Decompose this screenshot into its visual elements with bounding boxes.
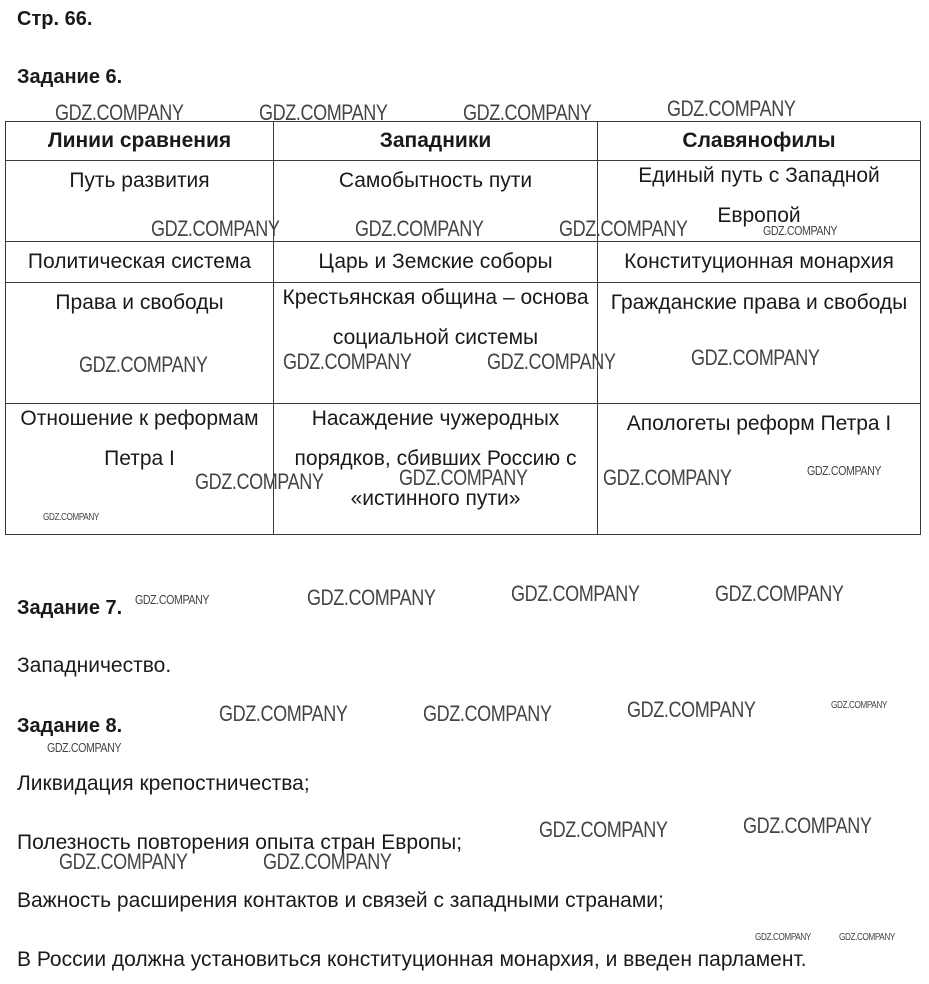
table-cell [6, 404, 274, 535]
watermark: GDZ.COMPANY [539, 817, 668, 842]
table-row [6, 283, 921, 404]
cell-text: Права и свободы [55, 291, 224, 314]
watermark: GDZ.COMPANY [263, 849, 392, 874]
cell-text: Гражданские права и свободы [610, 291, 908, 314]
table-header-row [6, 122, 921, 161]
watermark: GDZ.COMPANY [59, 849, 188, 874]
cell-text: Конституционная монархия [624, 250, 894, 273]
comparison-table [5, 121, 921, 535]
table-cell [6, 242, 274, 283]
table-cell [274, 242, 598, 283]
watermark: GDZ.COMPANY [763, 223, 838, 238]
watermark: GDZ.COMPANY [135, 592, 210, 607]
watermark: GDZ.COMPANY [743, 813, 872, 838]
task-8-answer: Ликвидация крепостничества; [17, 772, 310, 795]
header-slavophiles: Славянофилы [598, 122, 921, 161]
watermark: GDZ.COMPANY [831, 700, 887, 711]
table-cell [6, 161, 274, 242]
task-8-answer: Важность расширения контактов и связей с западными странами; [17, 889, 664, 912]
watermark: GDZ.COMPANY [283, 349, 412, 374]
watermark: GDZ.COMPANY [667, 96, 796, 121]
cell-text: Апологеты реформ Петра I [626, 412, 892, 435]
watermark: GDZ.COMPANY [79, 352, 208, 377]
watermark: GDZ.COMPANY [487, 349, 616, 374]
cell-text: Политическая система [27, 250, 252, 273]
table-cell [274, 283, 598, 404]
table-cell [274, 404, 598, 535]
table-cell [598, 242, 921, 283]
watermark: GDZ.COMPANY [423, 701, 552, 726]
watermark: GDZ.COMPANY [47, 740, 122, 755]
watermark: GDZ.COMPANY [511, 581, 640, 606]
task-7-answer: Западничество. [17, 654, 172, 677]
table-cell [598, 283, 921, 404]
task-8-answer: В России должна установиться конституционная монархия, и введен парламент. [17, 948, 807, 971]
task-8-answer: Полезность повторения опыта стран Европы; [17, 831, 463, 854]
watermark: GDZ.COMPANY [399, 465, 528, 490]
table-cell [598, 404, 921, 535]
cell-text: Отношение к реформам Петра I [20, 407, 259, 470]
watermark: GDZ.COMPANY [691, 345, 820, 370]
cell-text: Насаждение чужеродных порядков, сбивших Россию с «истинного пути» [294, 407, 577, 510]
watermark: GDZ.COMPANY [755, 932, 811, 943]
cell-text: Самобытность пути [338, 169, 533, 192]
watermark: GDZ.COMPANY [43, 512, 99, 523]
task-6-title: Задание 6. [17, 66, 123, 88]
watermark: GDZ.COMPANY [259, 100, 388, 125]
table-cell [598, 161, 921, 242]
watermark: GDZ.COMPANY [195, 469, 324, 494]
cell-text: Крестьянская община – основа социальной системы [282, 286, 589, 349]
task-7-title: Задание 7. [17, 597, 123, 619]
header-comparison-lines: Линии сравнения [6, 122, 274, 161]
watermark: GDZ.COMPANY [55, 100, 184, 125]
cell-text: Единый путь с Западной Европой [638, 164, 880, 227]
header-westerners: Западники [274, 122, 598, 161]
table-cell [274, 161, 598, 242]
watermark: GDZ.COMPANY [219, 701, 348, 726]
watermark: GDZ.COMPANY [355, 216, 484, 241]
watermark: GDZ.COMPANY [559, 216, 688, 241]
table-row [6, 404, 921, 535]
watermark: GDZ.COMPANY [839, 932, 895, 943]
cell-text: Царь и Земские соборы [318, 250, 553, 273]
watermark: GDZ.COMPANY [715, 581, 844, 606]
watermark: GDZ.COMPANY [151, 216, 280, 241]
watermark: GDZ.COMPANY [603, 465, 732, 490]
watermark: GDZ.COMPANY [463, 100, 592, 125]
cell-text: Путь развития [69, 169, 210, 192]
table-row [6, 161, 921, 242]
watermark: GDZ.COMPANY [807, 463, 882, 478]
watermark: GDZ.COMPANY [307, 585, 436, 610]
table-cell [6, 283, 274, 404]
page-reference: Стр. 66. [17, 8, 93, 30]
watermark: GDZ.COMPANY [627, 697, 756, 722]
task-8-title: Задание 8. [17, 715, 123, 737]
table-row [6, 242, 921, 283]
